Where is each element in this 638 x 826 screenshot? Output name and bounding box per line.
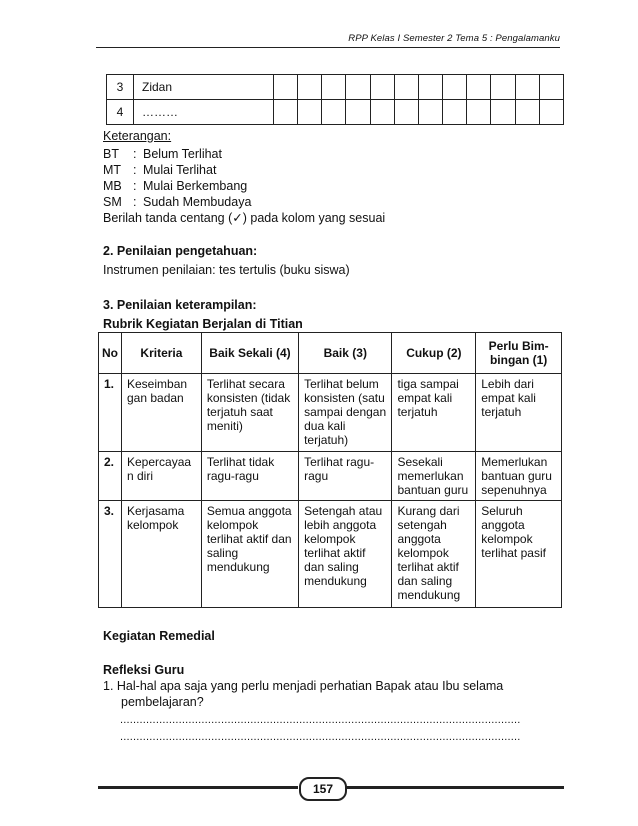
reflection-question-1: 1. Hal-hal apa saja yang perlu menjadi perhatian Bapak atau Ibu selama pembelajaran? bbox=[103, 679, 504, 709]
row-score-3: Setengah atau lebih anggota kelompok terlihat aktif dan saling mendukung bbox=[299, 501, 392, 608]
check-cell bbox=[467, 100, 491, 125]
remedial-heading: Kegiatan Remedial bbox=[103, 629, 215, 643]
check-cell bbox=[298, 100, 322, 125]
legend-list bbox=[103, 146, 251, 210]
row-score-2: Kurang dari setengah anggota kelompok terlihat aktif dan saling mendukung bbox=[392, 501, 476, 608]
legend-code: MB bbox=[103, 179, 122, 193]
section-heading-keterampilan: 3. Penilaian keterampilan: bbox=[103, 298, 257, 312]
rubric-title: Rubrik Kegiatan Berjalan di Titian bbox=[103, 317, 303, 331]
table-row bbox=[99, 374, 562, 452]
check-cell bbox=[491, 75, 515, 100]
header-perlu-bimbingan: Perlu Bim-bingan (1) bbox=[476, 333, 562, 374]
check-cell bbox=[274, 100, 298, 125]
row-kriteria: Keseimban gan badan bbox=[122, 374, 202, 452]
legend-sep: : bbox=[133, 163, 137, 177]
row-score-4: Terlihat tidak ragu-ragu bbox=[201, 452, 298, 501]
student-name: ……… bbox=[134, 100, 274, 125]
student-name: Zidan bbox=[134, 75, 274, 100]
footer-rule-right bbox=[344, 786, 564, 789]
row-score-3: Terlihat ragu-ragu bbox=[299, 452, 392, 501]
row-no: 1. bbox=[99, 374, 122, 452]
legend-desc: Mulai Berkembang bbox=[143, 179, 248, 193]
row-kriteria: Kerjasama kelompok bbox=[122, 501, 202, 608]
row-score-2: tiga sampai empat kali terjatuh bbox=[392, 374, 476, 452]
row-number: 3 bbox=[107, 75, 134, 100]
check-cell bbox=[274, 75, 298, 100]
row-kriteria: Kepercayaa n diri bbox=[122, 452, 202, 501]
row-score-4: Terlihat secara konsisten (tidak terjatuh saat meniti) bbox=[201, 374, 298, 452]
legend-item bbox=[103, 178, 251, 194]
check-cell bbox=[394, 100, 418, 125]
check-cell bbox=[539, 75, 563, 100]
check-cell bbox=[322, 75, 346, 100]
row-score-1: Memerlukan bantuan guru sepenuhnya bbox=[476, 452, 562, 501]
check-cell bbox=[491, 100, 515, 125]
check-cell bbox=[539, 100, 563, 125]
table-row bbox=[99, 452, 562, 501]
legend-desc: Belum Terlihat bbox=[143, 147, 222, 161]
observation-table bbox=[106, 74, 564, 125]
table-row bbox=[107, 100, 564, 125]
check-cell bbox=[443, 100, 467, 125]
header-no: No bbox=[99, 333, 122, 374]
answer-line: ........................................................................................................................... bbox=[120, 714, 521, 726]
answer-line: ........................................................................................................................... bbox=[120, 731, 521, 743]
row-score-1: Lebih dari empat kali terjatuh bbox=[476, 374, 562, 452]
refleksi-heading: Refleksi Guru bbox=[103, 663, 185, 677]
legend-desc: Sudah Membudaya bbox=[143, 195, 252, 209]
header-baik-sekali: Baik Sekali (4) bbox=[201, 333, 298, 374]
header-baik: Baik (3) bbox=[299, 333, 392, 374]
legend-sep: : bbox=[133, 147, 137, 161]
legend-item bbox=[103, 146, 251, 162]
row-no: 3. bbox=[99, 501, 122, 608]
legend-sep: : bbox=[133, 195, 137, 209]
header-kriteria: Kriteria bbox=[122, 333, 202, 374]
legend-title: Keterangan: bbox=[103, 129, 172, 143]
check-cell bbox=[394, 75, 418, 100]
checkmark-instruction: Berilah tanda centang (✓) pada kolom yang sesuai bbox=[103, 211, 386, 225]
legend-code: MT bbox=[103, 163, 122, 177]
row-no: 2. bbox=[99, 452, 122, 501]
row-score-3: Terlihat belum konsisten (satu sampai dengan dua kali terjatuh) bbox=[299, 374, 392, 452]
legend-item bbox=[103, 162, 251, 178]
legend-sep: : bbox=[133, 179, 137, 193]
rubric-table bbox=[98, 332, 562, 608]
instrument-text: Instrumen penilaian: tes tertulis (buku siswa) bbox=[103, 263, 350, 277]
legend-code: BT bbox=[103, 147, 119, 161]
footer-rule-left bbox=[98, 786, 298, 789]
check-cell bbox=[515, 100, 539, 125]
check-cell bbox=[370, 75, 394, 100]
check-cell bbox=[298, 75, 322, 100]
legend-desc: Mulai Terlihat bbox=[143, 163, 217, 177]
section-heading-pengetahuan: 2. Penilaian pengetahuan: bbox=[103, 244, 258, 258]
page-number: 157 bbox=[299, 777, 347, 801]
table-row bbox=[107, 75, 564, 100]
rubric-header-row bbox=[99, 333, 562, 374]
table-row bbox=[99, 501, 562, 608]
check-cell bbox=[370, 100, 394, 125]
check-cell bbox=[418, 75, 442, 100]
row-score-1: Seluruh anggota kelompok terlihat pasif bbox=[476, 501, 562, 608]
check-cell bbox=[346, 75, 370, 100]
legend-code: SM bbox=[103, 195, 122, 209]
check-cell bbox=[515, 75, 539, 100]
check-cell bbox=[346, 100, 370, 125]
check-cell bbox=[443, 75, 467, 100]
check-cell bbox=[418, 100, 442, 125]
row-score-4: Semua anggota kelompok terlihat aktif dan saling mendukung bbox=[201, 501, 298, 608]
check-cell bbox=[467, 75, 491, 100]
row-number: 4 bbox=[107, 100, 134, 125]
header-cukup: Cukup (2) bbox=[392, 333, 476, 374]
running-header: RPP Kelas I Semester 2 Tema 5 : Pengalamanku bbox=[348, 33, 560, 44]
row-score-2: Sesekali memerlukan bantuan guru bbox=[392, 452, 476, 501]
check-cell bbox=[322, 100, 346, 125]
legend-item bbox=[103, 194, 251, 210]
header-rule bbox=[96, 47, 560, 48]
